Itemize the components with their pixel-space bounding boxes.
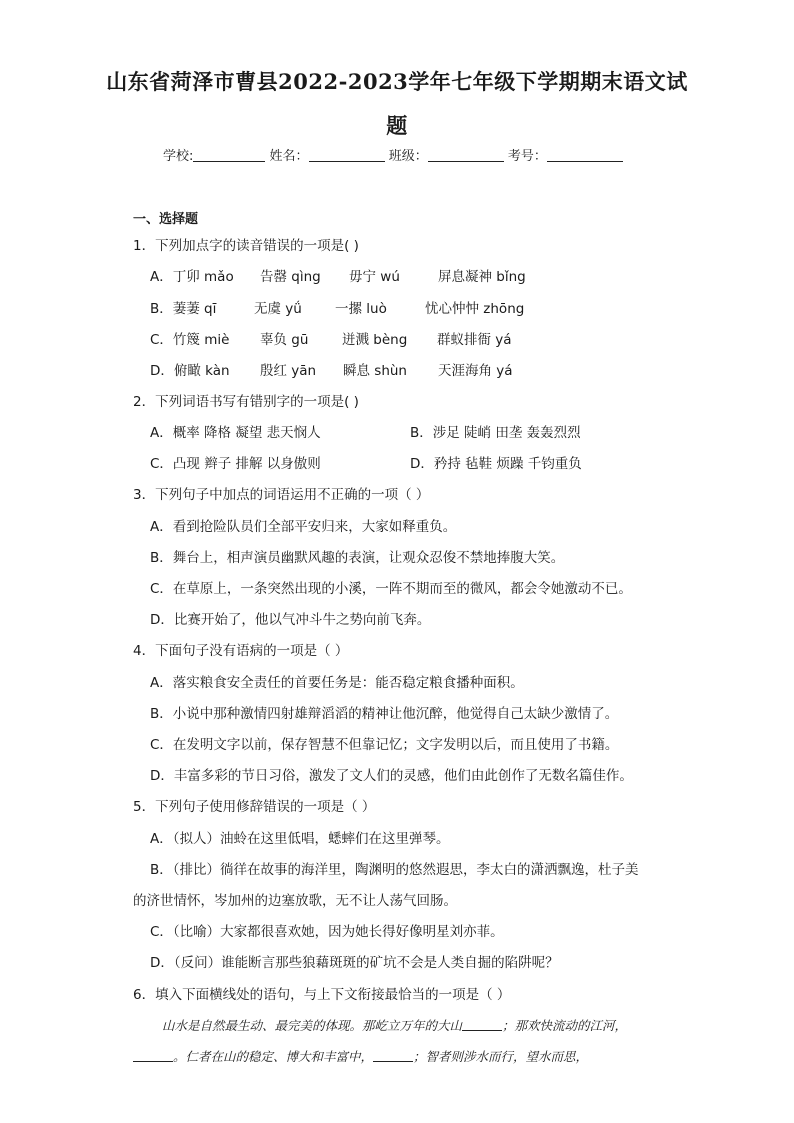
q1-d-item-3: 瞬息 shùn (343, 363, 407, 379)
number-label: 考号： (507, 149, 547, 164)
q5-option-b: B．（排比）徜徉在故事的海洋里，陶渊明的悠然遐思，李太白的潇洒飘逸，杜子美 (150, 862, 639, 878)
name-label: 姓名： (269, 149, 309, 164)
q6-passage-text: ；智者则涉水而行，望水而思， (413, 1049, 589, 1064)
q5-option-c: C．（比喻）大家都很喜欢她，因为她长得好像明星刘亦菲。 (150, 924, 504, 940)
exam-title: 山东省菏泽市曹县2022-2023学年七年级下学期期末语文试 (106, 69, 688, 94)
q1-option-d: D．俯瞰 kàn (150, 363, 230, 379)
q1-c-item-4: 群蚁排衙 yá (437, 332, 512, 348)
q2-option-c: C．凸现 辫子 排解 以身傲则 (150, 456, 321, 472)
q3-option-c: C．在草原上，一条突然出现的小溪，一阵不期而至的微风，都会令她激动不已。 (150, 581, 632, 597)
blank-1 (462, 1018, 502, 1031)
student-info-line (163, 145, 623, 164)
class-field[interactable] (428, 148, 504, 162)
section-heading: 一、选择题 (133, 212, 199, 227)
q3-option-b: B．舞台上，相声演员幽默风趣的表演，让观众忍俊不禁地捧腹大笑。 (150, 550, 565, 566)
q4-option-d: D．丰富多彩的节日习俗，激发了文人们的灵感，他们由此创作了无数名篇佳作。 (150, 768, 633, 784)
q1-option-c: C．竹篾 miè (150, 332, 230, 348)
q3-option-d: D．比赛开始了，他以气冲斗牛之势向前飞奔。 (150, 612, 431, 628)
q1-option-b: B．萋萋 qī (150, 301, 217, 317)
q6-passage-line-2 (133, 1047, 588, 1065)
q1-c-item-2: 辜负 gū (260, 332, 309, 348)
q1-b-item-4: 忧心忡忡 zhōng (425, 301, 525, 317)
q5-option-d: D．（反问）谁能断言那些狼藉斑斑的矿坑不会是人类自掘的陷阱呢？ (150, 955, 559, 971)
question-2-stem: 2．下列词语书写有错别字的一项是( ) (133, 394, 359, 410)
number-field[interactable] (547, 148, 623, 162)
q1-b-item-2: 无虞 yǘ (254, 301, 302, 317)
q1-a-item-3: 毋宁 wú (349, 269, 400, 285)
school-field[interactable] (193, 148, 265, 162)
question-3-stem: 3．下列句子中加点的词语运用不正确的一项（ ） (133, 487, 430, 503)
q1-option-a: A．丁卯 mǎo (150, 269, 234, 285)
q1-a-item-4: 屏息凝神 bǐng (438, 269, 526, 285)
q4-option-a: A．落实粮食安全责任的首要任务是：能否稳定粮食播种面积。 (150, 675, 524, 691)
question-1-stem: 1．下列加点字的读音错误的一项是( ) (133, 238, 359, 254)
q5-option-a: A．（拟人）油蛉在这里低唱，蟋蟀们在这里弹琴。 (150, 831, 450, 847)
q1-c-item-3: 迸溅 bèng (342, 332, 408, 348)
q2-option-d: D．矜持 毡鞋 烦躁 千钧重负 (410, 456, 582, 472)
school-label: 学校: (163, 149, 194, 164)
question-5-stem: 5．下列句子使用修辞错误的一项是（ ） (133, 799, 376, 815)
blank-2 (133, 1049, 173, 1062)
q1-d-item-4: 天涯海角 yá (438, 363, 513, 379)
q4-option-b: B．小说中那种激情四射雄辩滔滔的精神让他沉醉，他觉得自己太缺少激情了。 (150, 706, 619, 722)
name-field[interactable] (309, 148, 385, 162)
question-4-stem: 4．下面句子没有语病的一项是（ ） (133, 643, 349, 659)
q5-option-b-continued: 的济世情怀，岑加州的边塞放歌，无不让人荡气回肠。 (133, 893, 457, 909)
blank-3 (373, 1049, 413, 1062)
q6-passage-line-1 (162, 1016, 627, 1034)
q6-passage-text: 。仁者在山的稳定、博大和丰富中， (173, 1049, 374, 1064)
q6-passage-text: ；那欢快流动的江河， (502, 1018, 628, 1033)
q2-option-a: A．概率 降格 凝望 悲天悯人 (150, 425, 321, 441)
q4-option-c: C．在发明文字以前，保存智慧不但靠记忆；文字发明以后，而且使用了书籍。 (150, 737, 619, 753)
exam-title-continued: 题 (386, 113, 408, 138)
class-label: 班级： (388, 149, 428, 164)
q1-a-item-2: 告罄 qìng (260, 269, 321, 285)
q2-option-b: B．涉足 陡峭 田垄 轰轰烈烈 (410, 425, 581, 441)
q1-d-item-2: 殷红 yān (260, 363, 317, 379)
q6-passage-text: 山水是自然最生动、最完美的体现。那屹立万年的大山 (162, 1018, 463, 1033)
question-6-stem: 6．填入下面横线处的语句，与上下文衔接最恰当的一项是（ ） (133, 987, 511, 1003)
q1-b-item-3: 一摞 luò (335, 301, 387, 317)
q3-option-a: A．看到抢险队员们全部平安归来，大家如释重负。 (150, 519, 457, 535)
